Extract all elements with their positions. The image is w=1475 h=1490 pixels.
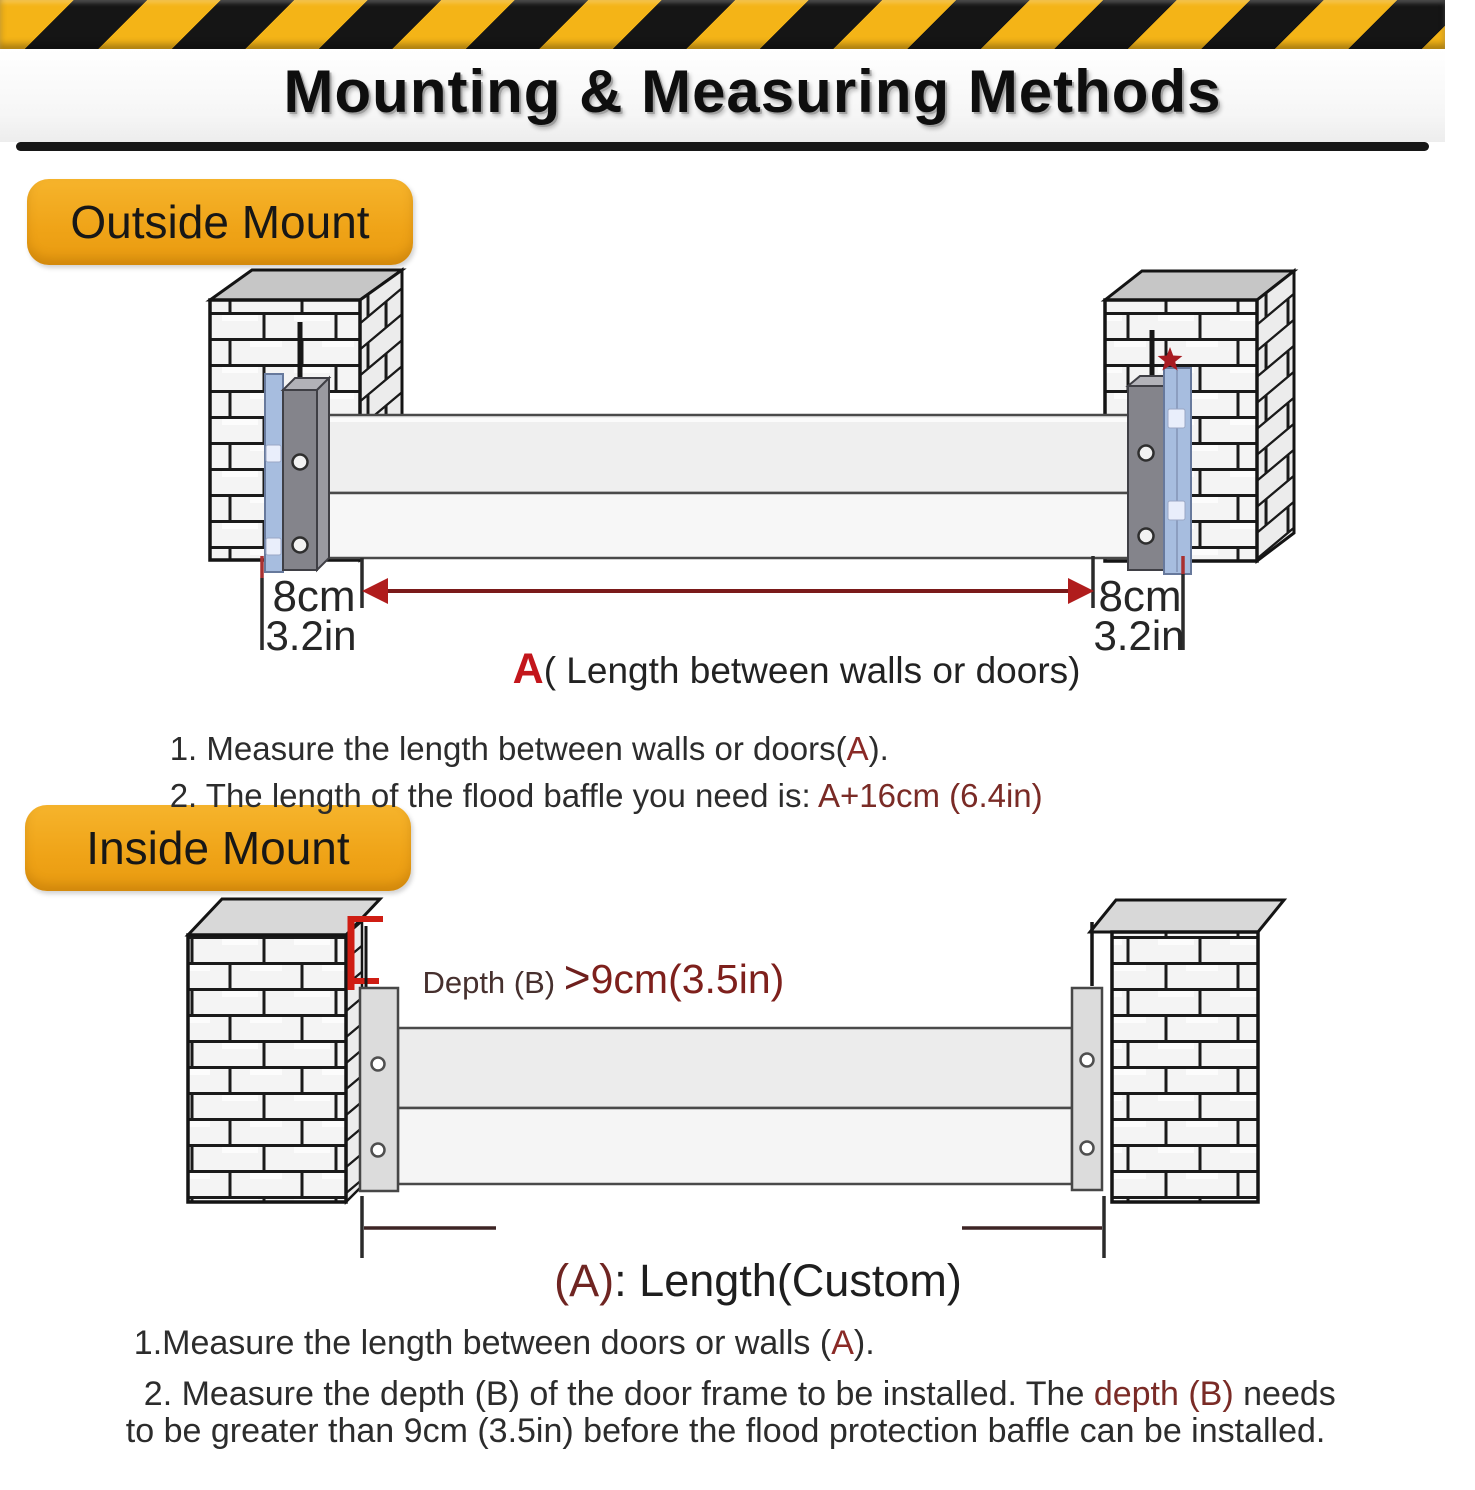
screw-hole	[1139, 529, 1154, 544]
length-a-description: : Length(Custom)	[614, 1255, 962, 1306]
step-text: 2. The length of the flood baffle you need is:	[169, 777, 818, 814]
length-a-arrow	[362, 578, 1094, 604]
inside-mount-badge: Inside Mount	[25, 805, 411, 891]
step-text: 1.Measure the length between doors or walls (	[133, 1324, 832, 1362]
step-depth-highlight: depth (B)	[1093, 1375, 1234, 1413]
step-text: ).	[853, 1324, 875, 1362]
inside-right-bracket	[1072, 922, 1102, 1190]
outside-right-offset-in-label: 3.2in	[1093, 612, 1185, 659]
page-title: Mounting & Measuring Methods	[283, 58, 1222, 125]
length-a-letter: (A)	[554, 1255, 615, 1306]
outside-right-seal-strip	[1164, 368, 1191, 574]
screw-hole	[1081, 1142, 1094, 1155]
depth-text: Depth (B)	[422, 965, 564, 1000]
depth-b-label	[388, 914, 784, 1040]
outside-barrier-panel	[318, 415, 1130, 558]
step-text: ).	[868, 730, 889, 767]
inside-step-2-line-2	[88, 1373, 1325, 1490]
outside-mount-badge: Outside Mount	[27, 179, 413, 265]
step-text: 1. Measure the length between walls or doors(	[169, 730, 847, 767]
outside-left-seal-strip	[265, 374, 283, 572]
screw-hole	[372, 1144, 385, 1157]
step-text: to be greater than 9cm (3.5in) before the flood protection baffle can be installed.	[125, 1412, 1326, 1450]
length-a-description: ( Length between walls or doors)	[543, 650, 1081, 691]
greater-than-sign: >	[563, 951, 591, 1003]
step-a-highlight: A	[831, 1324, 854, 1362]
screw-hole	[372, 1058, 385, 1071]
outside-step-2	[133, 739, 1043, 853]
screw-hole	[293, 455, 308, 470]
screw-hole	[1081, 1054, 1094, 1067]
depth-marker-icon	[348, 916, 383, 990]
outside-left-offset-in-label: 3.2in	[265, 612, 357, 659]
step-formula-highlight: A+16cm (6.4in)	[817, 777, 1043, 814]
outside-left-offset-cm-label: 8cm	[272, 572, 356, 621]
inside-barrier-panel	[398, 1028, 1072, 1184]
inside-right-pillar	[1090, 900, 1284, 1202]
step-a-highlight: A	[846, 730, 869, 767]
length-a-letter: A	[512, 645, 544, 693]
depth-value: 9cm(3.5in)	[590, 956, 785, 1002]
outside-right-offset-cm-label: 8cm	[1098, 572, 1182, 621]
screw-hole	[293, 538, 308, 553]
step-text: 2. Measure the depth (B) of the door frame to be installed. The	[143, 1375, 1094, 1413]
screw-hole	[1139, 446, 1154, 461]
step-text: needs	[1233, 1375, 1336, 1413]
